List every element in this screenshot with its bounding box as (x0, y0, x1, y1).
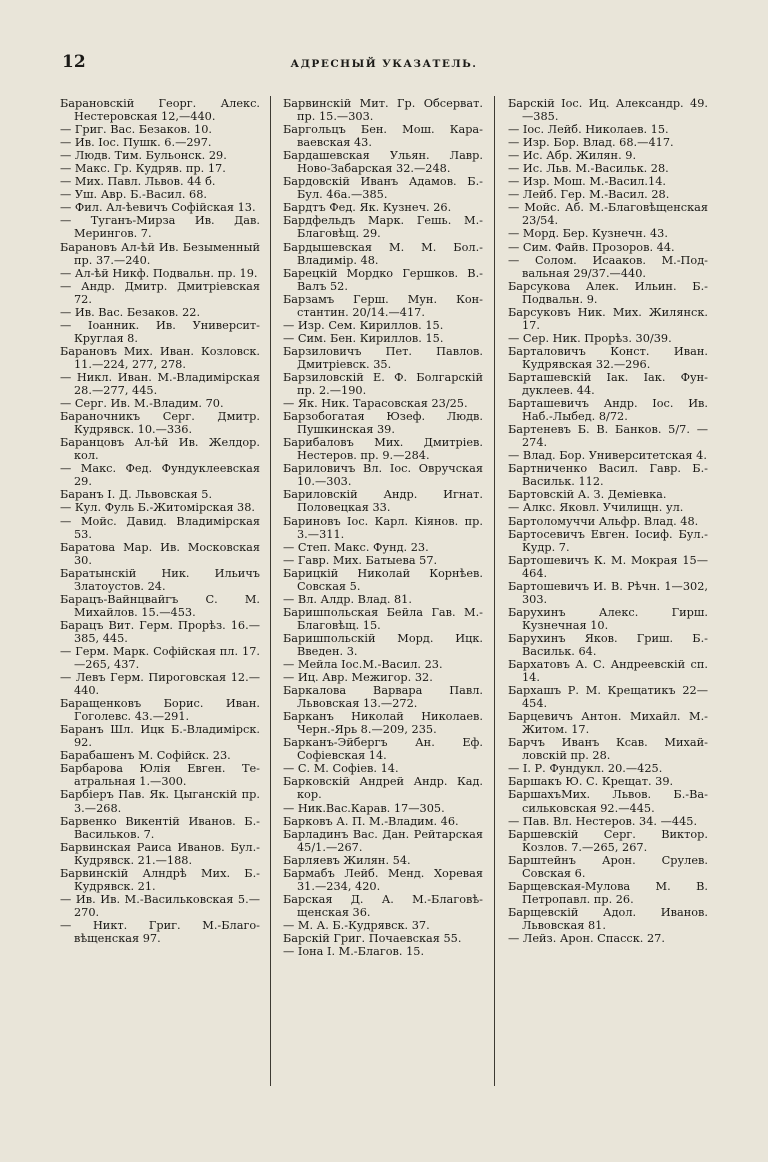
directory-entry: Барташевскій Іак. Іак. Фундуклеев. 44. (508, 370, 708, 398)
directory-entry: Барковъ А. П. М.-Владим. 46. (283, 814, 459, 828)
directory-entry: Бардтъ Фед. Як. Кузнеч. 26. (283, 201, 452, 215)
directory-entry: — Іоанник. Ив. Университ-Круглая 8. (60, 318, 260, 345)
directory-entry: Барацъ Вит. Герм. Прорѣз. 16.—385, 445. (60, 618, 260, 645)
directory-entry: Барзобогатая Юзеф. Людв. Пушкинская 39. (283, 410, 483, 437)
directory-entry: — Григ. Вас. Безаков. 10. (60, 123, 213, 137)
directory-entry: — Степ. Макс. Фунд. 23. (283, 540, 429, 554)
directory-entry: — Алкс. Яковл. Училищн. ул. (508, 501, 684, 515)
directory-entry: — Иц. Авр. Межигор. 32. (283, 671, 433, 685)
directory-entry: — Ив. Вас. Безаков. 22. (60, 305, 201, 319)
directory-entry: — Мойс. Аб. М.-Благовѣщенская 23/54. (508, 201, 708, 228)
directory-entry: Барвинскій Алндрѣ Мих. Б.-Кудрявск. 21. (60, 866, 260, 893)
directory-entry: — Ис. Льв. М.-Васильк. 28. (508, 162, 669, 176)
column-middle (283, 97, 483, 1097)
directory-entry: Барухинъ Яков. Гриш. Б.-Васильк. 64. (508, 631, 708, 658)
directory-entry: — Никл. Иван. М.-Владимірская 28.—277, 445. (60, 370, 260, 398)
directory-entry: — Гавр. Мих. Батыева 57. (283, 553, 438, 567)
directory-entry: — Ив. Ив. М.-Васильковская 5.—270. (60, 892, 260, 919)
directory-entry: Баргольцъ Бен. Мош. Караваевская 43. (283, 123, 483, 150)
directory-entry: Бараночникъ Серг. Дмитр. Кудрявск. 10.—336. (60, 410, 260, 437)
column-right (508, 97, 708, 1097)
directory-entry: Бардфельдъ Марк. Гешь. М.-Благовѣщ. 29. (283, 214, 483, 241)
directory-entry: Барвенко Викентій Иванов. Б.-Васильков. 7. (60, 814, 260, 841)
directory-entry: Барковскій Андрей Андр. Кад. кор. (283, 775, 483, 802)
directory-entry: Баранъ Шл. Ицк Б.-Владимірск. 92. (60, 723, 260, 750)
directory-entry: — Никт. Григ. М.-Благовѣщенская 97. (60, 918, 260, 945)
directory-entry: Бардашевская Ульян. Лавр. Ново-Забарская 32.—248. (283, 149, 483, 176)
directory-entry: — Сим. Бен. Кириллов. 15. (283, 331, 444, 345)
directory-entry: Бархашъ Р. М. Крещатикъ 22—454. (508, 684, 708, 711)
column-rule-left (270, 96, 271, 1086)
directory-entry: — Сер. Ник. Прорѣз. 30/39. (508, 331, 672, 345)
directory-entry: Бармабъ Лейб. Менд. Хоревая 31.—234, 420. (283, 866, 483, 893)
directory-entry: — І. Р. Фундукл. 20.—425. (508, 762, 663, 776)
directory-entry: Барановъ Мих. Иван. Козловск. 11.—224, 277, 278. (60, 344, 260, 371)
directory-entry: Барскій Григ. Почаевская 55. (283, 932, 462, 945)
directory-entry: Барзиловичъ Пет. Павлов. Дмитріевск. 35. (283, 344, 483, 371)
directory-entry: Барабашенъ М. Софійск. 23. (60, 749, 231, 763)
directory-entry: Баратынскій Ник. Ильичъ Златоустов. 24. (60, 566, 260, 593)
directory-entry: — Мейла Іос.М.-Васил. 23. (283, 658, 443, 672)
directory-entry: — Макс. Гр. Кудряв. пр. 17. (60, 162, 226, 176)
directory-entry: Барухинъ Алекс. Гирш. Кузнечная 10. (508, 605, 708, 632)
directory-entry: Барановъ Ал-ѣй Ив. Безыменный пр. 37.—240. (60, 240, 260, 267)
directory-entry: Бардовскій Иванъ Адамов. Б.-Бул. 46а.—385. (283, 175, 483, 202)
directory-entry: Барская Д. А. М.-Благовѣщенская 36. (283, 892, 483, 919)
directory-entry: Барташевичъ Андр. Іос. Ив. Наб.-Лыбед. 8/72. (508, 397, 708, 424)
directory-entry: — Іос. Лейб. Николаев. 15. (508, 123, 669, 137)
directory-entry: Баришпольскій Морд. Ицк. Введен. 3. (283, 631, 483, 658)
directory-entry: — Лейз. Арон. Спасск. 27. (508, 932, 665, 945)
directory-entry: Барзамъ Герш. Мун. Константин. 20/14.—417. (283, 292, 483, 319)
directory-entry: Барвинскій Мит. Гр. Обсерват. пр. 15.—303. (283, 97, 483, 124)
directory-entry: — Мойс. Давид. Владимірская 53. (60, 514, 260, 541)
directory-entry: — Изр. Бор. Влад. 68.—417. (508, 136, 674, 150)
directory-entry: Барбіеръ Пав. Як. Цыганскій пр. 3.—268. (60, 788, 260, 815)
directory-entry: Барбарова Юлія Евген. Театральная 1.—300. (60, 762, 260, 789)
directory-entry: Барацъ-Вайнцвайгъ С. М. Михайлов. 15.—453. (60, 592, 260, 619)
directory-entry: — Левъ Герм. Пироговская 12.—440. (60, 671, 260, 698)
directory-entry: Бардышевская М. М. Бол.-Владимір. 48. (283, 240, 483, 267)
directory-entry: Баршевскій Серг. Виктор. Козлов. 7.—265, 267. (508, 827, 708, 854)
directory-entry: Бартеневъ Б. В. Банков. 5/7. —274. (508, 423, 708, 450)
directory-entry: — Туганъ-Мирза Ив. Дав. Мерингов. 7. (60, 214, 260, 241)
directory-entry: Бариловичъ Вл. Іос. Овручская 10.—303. (283, 462, 483, 489)
directory-entry: Баркалова Варвара Павл. Львовская 13.—272. (283, 684, 483, 711)
directory-entry: — Сим. Файв. Прозоров. 44. (508, 240, 675, 254)
directory-entry: — С. М. Софіев. 14. (283, 762, 399, 776)
directory-entry: Барталовичъ Конст. Иван. Кудрявская 32.—296. (508, 344, 708, 371)
directory-entry: Баранъ І. Д. Львовская 5. (60, 488, 213, 502)
directory-entry: Барляевъ Жилян. 54. (283, 853, 411, 867)
directory-entry: — Кул. Фуль Б.-Житомірская 38. (60, 501, 255, 515)
directory-entry: Барскій Іос. Иц. Александр. 49.—385. (508, 97, 708, 124)
directory-entry: — Ал-ѣй Никф. Подвальн. пр. 19. (60, 266, 258, 280)
directory-entry: Барладинъ Вас. Дан. Рейтарская 45/1.—267. (283, 827, 483, 854)
directory-entry: — Людв. Тим. Бульонск. 29. (60, 149, 227, 163)
directory-entry: Барщевская-Мулова М. В. Петропавл. пр. 26. (508, 879, 708, 906)
directory-entry: — Уш. Авр. Б.-Васил. 68. (60, 188, 207, 202)
directory-entry: Баришпольская Бейла Гав. М.-Благовѣщ. 15. (283, 605, 483, 632)
directory-entry: — Ник.Вас.Карав. 17—305. (283, 801, 445, 815)
directory-entry: Барибаловъ Мих. Дмитріев. Нестеров. пр. 9.—284. (283, 436, 483, 463)
directory-entry: Барвинская Раиса Иванов. Бул.-Кудрявск. 21.—188. (60, 840, 260, 867)
directory-entry: — Влад. Бор. Университетская 4. (508, 449, 707, 463)
directory-entry: Барановскій Георг. Алекс. Нестеровская 12,—440. (60, 97, 260, 124)
directory-entry: — Мих. Павл. Львов. 44 б. (60, 175, 216, 189)
directory-entry: Барканъ-Эйбергъ Ан. Еф. Софіевская 14. (283, 736, 483, 763)
directory-entry: Барштейнъ Арон. Срулев. Совская 6. (508, 853, 708, 880)
directory-entry: Барчъ Иванъ Ксав. Михайловскій пр. 28. (508, 736, 708, 763)
directory-entry: — М. А. Б.-Кудрявск. 37. (283, 918, 430, 932)
directory-entry: — Як. Ник. Тарасовская 23/25. (283, 397, 468, 411)
running-title: АДРЕСНЫЙ УКАЗАТЕЛЬ. (290, 58, 478, 70)
directory-entry: — Пав. Вл. Нестеров. 34. —445. (508, 814, 698, 828)
directory-entry: Барцевичъ Антон. Михайл. М.-Житом. 17. (508, 710, 708, 737)
directory-entry: Бартосевичъ Евген. Іосиф. Бул.-Кудр. 7. (508, 527, 708, 554)
column-left (60, 97, 260, 1097)
directory-entry: — Андр. Дмитр. Дмитріевская 72. (60, 279, 260, 306)
directory-entry: Баранцовъ Ал-ѣй Ив. Желдор. кол. (60, 436, 260, 463)
directory-entry: — Вл. Алдр. Влад. 81. (283, 592, 412, 606)
directory-entry: — Серг. Ив. М.-Владим. 70. (60, 397, 224, 411)
directory-entry: Барзиловскій Е. Ф. Болгарскій пр. 2.—190. (283, 370, 483, 398)
directory-entry: Баршакъ Ю. С. Крещат. 39. (508, 775, 674, 789)
directory-entry: Бархатовъ А. С. Андреевскій сп. 14. (508, 658, 708, 685)
directory-entry: — Ис. Абр. Жилян. 9. (508, 149, 637, 163)
directory-entry: Бариловскій Андр. Игнат. Половецкая 33. (283, 488, 483, 515)
directory-entry: — Лейб. Гер. М.-Васил. 28. (508, 188, 670, 202)
column-rule-right (494, 96, 495, 1086)
directory-entry: — Герм. Марк. Софійская пл. 17.—265, 437. (60, 644, 260, 672)
directory-entry: — Іона І. М.-Благов. 15. (283, 945, 425, 959)
directory-entry: Бартовскій А. З. Деміевка. (508, 488, 667, 502)
directory-entry: Бартошевичъ И. В. Рѣчн. 1—302, 303. (508, 579, 708, 606)
directory-entry: Бартошевичъ К. М. Мокрая 15—464. (508, 553, 708, 580)
directory-entry: — Ив. Іос. Пушк. 6.—297. (60, 136, 212, 150)
directory-entry: Барсукова Алек. Ильин. Б.-Подвальн. 9. (508, 279, 708, 306)
directory-entry: — Изр. Сем. Кириллов. 15. (283, 318, 444, 332)
directory-entry: — Макс. Фед. Фундуклеевская 29. (60, 462, 260, 489)
directory-entry: БаршахъМих. Львов. Б.-Васильковская 92.—445. (508, 788, 708, 815)
directory-entry: — Солом. Исааков. М.-Подвальная 29/37.—440. (508, 253, 708, 280)
directory-entry: Барканъ Николай Николаев. Черн.-Ярь 8.—209, 235. (283, 710, 483, 737)
directory-entry: Бартоломуччи Альфр. Влад. 48. (508, 514, 699, 528)
directory-entry: Бартниченко Васил. Гавр. Б.-Васильк. 112. (508, 462, 708, 489)
directory-entry: Барицкій Николай Корнѣев. Совская 5. (283, 566, 483, 593)
directory-entry: Барщевскій Адол. Иванов. Львовская 81. (508, 905, 708, 932)
directory-entry: — Фил. Ал-ѣевичъ Софійская 13. (60, 201, 256, 215)
page-number: 12 (62, 52, 86, 72)
directory-entry: Барсуковъ Ник. Мих. Жилянск. 17. (508, 305, 708, 332)
directory-entry: Барецкій Мордко Гершков. В.-Валъ 52. (283, 266, 483, 293)
directory-entry: — Изр. Мош. М.-Васил.14. (508, 175, 666, 189)
directory-entry: Баратова Мар. Ив. Московская 30. (60, 540, 260, 567)
directory-entry: — Морд. Бер. Кузнечн. 43. (508, 227, 668, 241)
directory-entry: Бариновъ Іос. Карл. Кіянов. пр. 3.—311. (283, 514, 483, 541)
directory-entry: Баращенковъ Борис. Иван. Гоголевс. 43.—291. (60, 697, 260, 724)
